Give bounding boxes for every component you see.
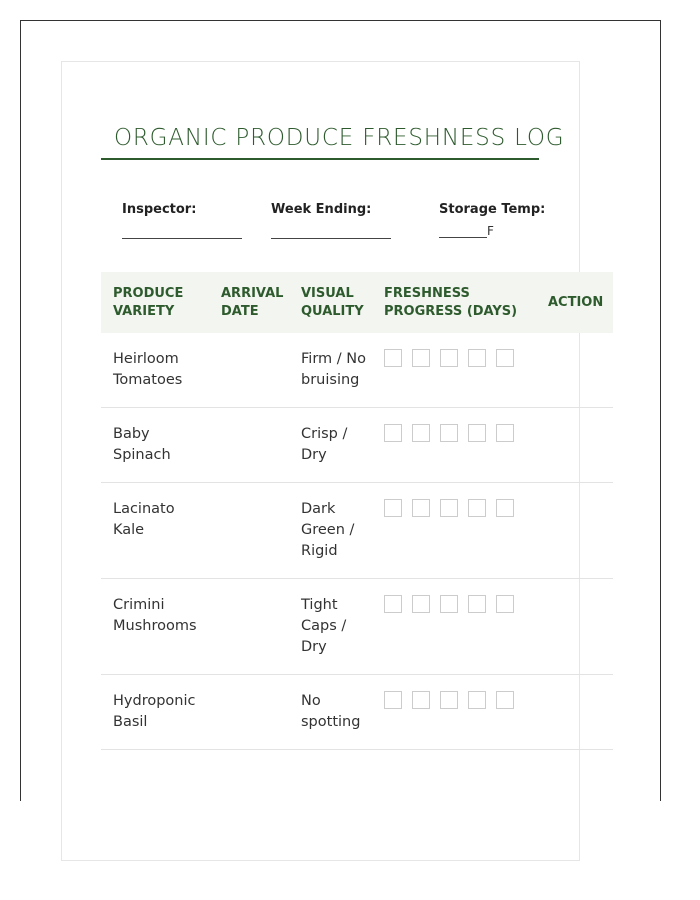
header-variety: PRODUCE VARIETY <box>101 272 209 333</box>
produce-variety-cell: Lacinato Kale <box>101 483 209 579</box>
day-checkbox[interactable] <box>412 349 430 367</box>
day-checkboxes <box>384 499 536 517</box>
title-divider <box>101 158 539 160</box>
freshness-progress-cell <box>372 579 536 675</box>
day-checkbox[interactable] <box>384 349 402 367</box>
day-checkbox[interactable] <box>440 499 458 517</box>
action-cell[interactable] <box>536 333 613 408</box>
table-row <box>101 675 613 750</box>
header-action: ACTION <box>536 272 613 333</box>
day-checkbox[interactable] <box>440 595 458 613</box>
day-checkbox[interactable] <box>412 499 430 517</box>
day-checkbox[interactable] <box>468 499 486 517</box>
day-checkboxes <box>384 595 536 613</box>
action-cell[interactable] <box>536 408 613 483</box>
day-checkbox[interactable] <box>468 595 486 613</box>
storage-temp-field <box>439 202 559 238</box>
day-checkbox[interactable] <box>412 595 430 613</box>
table-row <box>101 483 613 579</box>
freshness-progress-cell <box>372 675 536 750</box>
storage-temp-input[interactable] <box>439 223 487 238</box>
freshness-progress-cell <box>372 408 536 483</box>
visual-quality-cell: Tight Caps / Dry <box>289 579 372 675</box>
day-checkbox[interactable] <box>496 691 514 709</box>
day-checkbox[interactable] <box>440 424 458 442</box>
inspector-label: Inspector: <box>122 202 197 217</box>
freshness-progress-cell <box>372 483 536 579</box>
day-checkbox[interactable] <box>440 691 458 709</box>
header-progress: FRESHNESS PROGRESS (DAYS) <box>372 272 536 333</box>
action-cell[interactable] <box>536 675 613 750</box>
freshness-table <box>101 272 613 750</box>
table-row <box>101 408 613 483</box>
produce-variety-cell: Baby Spinach <box>101 408 209 483</box>
visual-quality-cell: No spotting <box>289 675 372 750</box>
day-checkbox[interactable] <box>468 691 486 709</box>
week-ending-label: Week Ending: <box>271 202 372 217</box>
table-body <box>101 333 613 750</box>
temp-unit: F <box>487 224 494 238</box>
visual-quality-cell: Dark Green / Rigid <box>289 483 372 579</box>
table-row <box>101 333 613 408</box>
inspector-input[interactable] <box>122 224 242 239</box>
day-checkbox[interactable] <box>496 595 514 613</box>
day-checkbox[interactable] <box>384 595 402 613</box>
day-checkbox[interactable] <box>412 424 430 442</box>
week-ending-field <box>271 202 391 239</box>
arrival-date-cell[interactable] <box>209 333 289 408</box>
week-ending-input[interactable] <box>271 224 391 239</box>
arrival-date-cell[interactable] <box>209 483 289 579</box>
day-checkbox[interactable] <box>440 349 458 367</box>
header-arrival: ARRIVAL DATE <box>209 272 289 333</box>
table-row <box>101 579 613 675</box>
day-checkboxes <box>384 691 536 709</box>
arrival-date-cell[interactable] <box>209 579 289 675</box>
day-checkbox[interactable] <box>496 499 514 517</box>
day-checkbox[interactable] <box>496 349 514 367</box>
day-checkbox[interactable] <box>468 424 486 442</box>
day-checkbox[interactable] <box>384 499 402 517</box>
visual-quality-cell: Crisp / Dry <box>289 408 372 483</box>
inspector-field <box>122 202 242 239</box>
day-checkbox[interactable] <box>412 691 430 709</box>
action-cell[interactable] <box>536 579 613 675</box>
day-checkboxes <box>384 349 536 367</box>
day-checkbox[interactable] <box>384 691 402 709</box>
header-quality: VISUAL QUALITY <box>289 272 372 333</box>
day-checkbox[interactable] <box>496 424 514 442</box>
produce-variety-cell: Heirloom Tomatoes <box>101 333 209 408</box>
freshness-progress-cell <box>372 333 536 408</box>
produce-variety-cell: Crimini Mushrooms <box>101 579 209 675</box>
arrival-date-cell[interactable] <box>209 675 289 750</box>
day-checkbox[interactable] <box>384 424 402 442</box>
day-checkboxes <box>384 424 536 442</box>
storage-temp-label: Storage Temp: <box>439 202 546 217</box>
visual-quality-cell: Firm / No bruising <box>289 333 372 408</box>
table-header-row <box>101 272 613 333</box>
page-title: ORGANIC PRODUCE FRESHNESS LOG <box>114 125 565 151</box>
arrival-date-cell[interactable] <box>209 408 289 483</box>
produce-variety-cell: Hydroponic Basil <box>101 675 209 750</box>
action-cell[interactable] <box>536 483 613 579</box>
day-checkbox[interactable] <box>468 349 486 367</box>
